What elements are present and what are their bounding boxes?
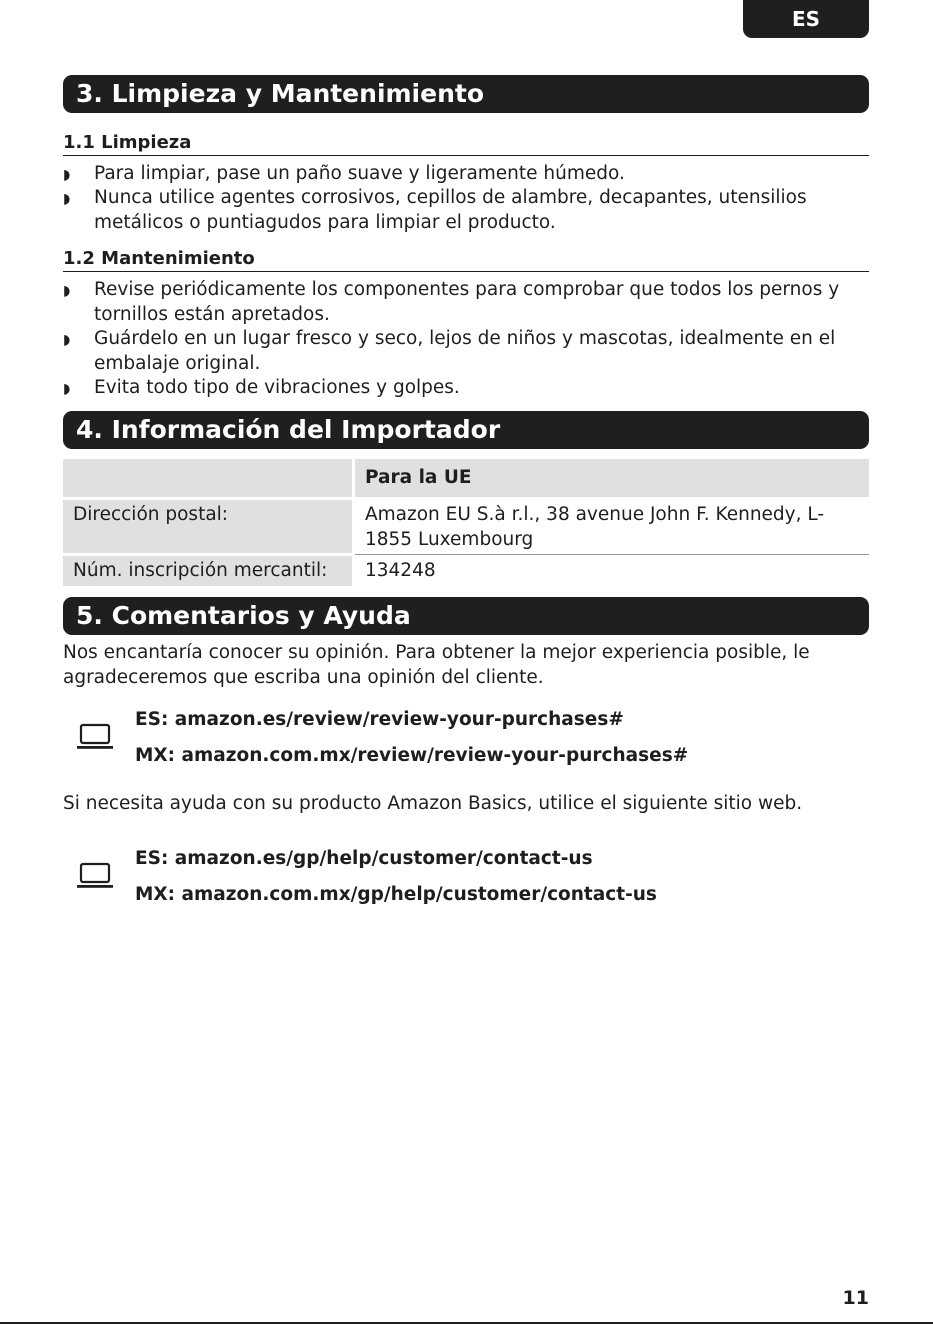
- table-row-value: 134248: [365, 560, 436, 581]
- bullet-icon: ◗: [63, 167, 71, 183]
- bullet-icon: ◗: [63, 283, 71, 299]
- maintenance-heading: 1.2 Mantenimiento: [63, 247, 869, 272]
- section-4-header: 4. Información del Importador: [63, 411, 869, 449]
- maintenance-item-text: Evita todo tipo de vibraciones y golpes.: [94, 377, 460, 398]
- table-header-cell: Para la UE: [355, 459, 869, 497]
- table-row-label: Dirección postal:: [63, 500, 352, 553]
- review-link-mx[interactable]: MX: amazon.com.mx/review/review-your-purchases#: [135, 745, 689, 766]
- bullet-icon: ◗: [63, 381, 71, 397]
- table-header-cell: [63, 459, 352, 497]
- review-link-es[interactable]: ES: amazon.es/review/review-your-purchases#: [135, 709, 624, 730]
- section-3-header: 3. Limpieza y Mantenimiento: [63, 75, 869, 113]
- table-row-value: Amazon EU S.à r.l., 38 avenue John F. Kennedy, L-1855 Luxembourg: [355, 500, 869, 555]
- bullet-icon: ◗: [63, 191, 71, 207]
- language-tab: ES: [743, 0, 869, 38]
- maintenance-item-text: Revise periódicamente los componentes para comprobar que todos los pernos y tornillos están apretados.: [94, 279, 840, 325]
- section-5-header: 5. Comentarios y Ayuda: [63, 597, 869, 635]
- help-link-es[interactable]: ES: amazon.es/gp/help/customer/contact-us: [135, 848, 593, 869]
- maintenance-item: [63, 376, 863, 401]
- cleaning-item-text: Nunca utilice agentes corrosivos, cepillos de alambre, decapantes, utensilios metálicos o puntiagudos para limpiar el producto.: [94, 187, 807, 233]
- cleaning-item-text: Para limpiar, pase un paño suave y ligeramente húmedo.: [94, 163, 625, 184]
- help-link-mx[interactable]: MX: amazon.com.mx/gp/help/customer/contact-us: [135, 884, 657, 905]
- table-row-label: Núm. inscripción mercantil:: [63, 556, 352, 586]
- cleaning-item: [63, 186, 863, 235]
- cleaning-heading: 1.1 Limpieza: [63, 131, 869, 156]
- bullet-icon: ◗: [63, 332, 71, 348]
- cleaning-item: [63, 162, 863, 187]
- laptop-icon: [76, 722, 114, 752]
- page-number: 11: [842, 1287, 869, 1309]
- maintenance-item-text: Guárdelo en un lugar fresco y seco, lejos de niños y mascotas, idealmente en el embalaje original.: [94, 328, 836, 374]
- laptop-icon: [76, 861, 114, 891]
- help-text: Si necesita ayuda con su producto Amazon Basics, utilice el siguiente sitio web.: [63, 793, 803, 814]
- maintenance-item: [63, 327, 863, 376]
- feedback-intro: Nos encantaría conocer su opinión. Para obtener la mejor experiencia posible, le agradeceremos que escriba una opinión del cliente.: [63, 642, 810, 688]
- maintenance-item: [63, 278, 863, 327]
